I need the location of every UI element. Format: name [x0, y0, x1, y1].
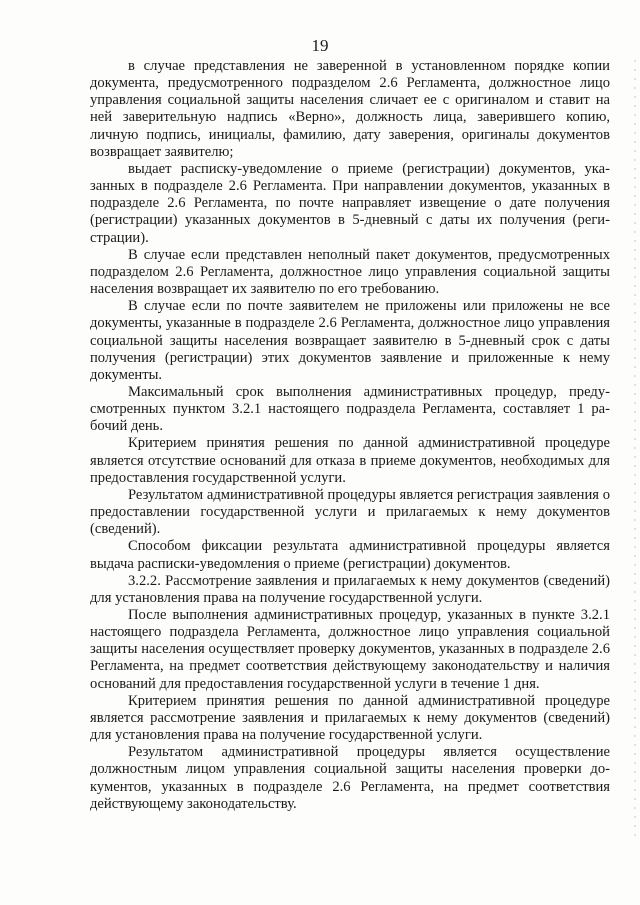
paragraph-maximum-term: Максимальный срок выполнения административных процедур, предусмотренных пунктом 3.2.1 настоящего подраздела Регламента, составляет 1 рабочий день. [90, 383, 610, 435]
paragraph-section-3-2-2-heading: 3.2.2. Рассмотрение заявления и прилагаемых к нему документов (сведений) для установления права на получение государственной услуги. [90, 572, 610, 606]
paragraph-incomplete-package: В случае если представлен неполный пакет документов, предусмотренных подразделом 2.6 Регламента, должностное лицо управления социальной защиты населения возвращает их заявителю по его требованию. [90, 246, 610, 298]
scan-edge-artifact [634, 60, 636, 840]
document-body [90, 58, 610, 813]
paragraph-procedure-result-2: Результатом административной процедуры является осуществление должностным лицом управления социальной защиты населения проверки документов, указанных в подразделе 2.6 Регламента, на предмет соответствия действующему законодательству. [90, 744, 610, 812]
paragraph-copy-certification: в случае представления не заверенной в установленном порядке копии документа, предусмотренного подразделом 2.6 Регламента, должностное лицо управления социальной защиты населения сличает ее с оригиналом и ставит на ней заверительную надпись «Верно», должность лица, заверившего копию, личную подпись, инициалы, фамилию, дату заверения, оригиналы документов возвращает заявителю; [90, 58, 610, 160]
paragraph-decision-criterion-2: Критерием принятия решения по данной административной процедуре является рассмотрение заявления и прилагаемых к нему документов (сведений) для установления права на получение государственной услуги. [90, 692, 610, 744]
page-number: 19 [311, 36, 329, 55]
paragraph-document-verification: После выполнения административных процедур, указанных в пункте 3.2.1 настоящего подраздела Регламента, должностное лицо управления социальной защиты населения осуществляет проверку документов, указанных в подразделе 2.6 Регламента, на предмет соответствия действующему законодательству и наличия оснований для предоставления государственной услуги в течение 1 дня. [90, 607, 610, 692]
paragraph-decision-criterion: Критерием принятия решения по данной административной процедуре является отсутствие оснований для отказа в приеме документов, необходимых для предоставления государственной услуги. [90, 435, 610, 486]
paragraph-fixation-method: Способом фиксации результата административной процедуры является выдача расписки-уведомления о приеме (регистрации) документов. [90, 538, 610, 572]
paragraph-postal-missing-documents: В случае если по почте заявителем не приложены или приложены не все документы, указанные в подразделе 2.6 Регламента, должностное лицо управления социальной защиты населения возвращает заявителю в 5-дневный срок с даты получения (регистрации) этих документов заявление и приложенные к нему документы. [90, 298, 610, 383]
paragraph-procedure-result: Результатом административной процедуры является регистрация заявления о предоставлении государственной услуги и прилагаемых к нему документов (сведений). [90, 486, 610, 538]
paragraph-receipt-notification: выдает расписку-уведомление о приеме (регистрации) документов, указанных в подразделе 2.6 Регламента. При направлении документов, указанных в подразделе 2.6 Регламента, по почте направляет извещение о дате получения (регистрации) указанных документов в 5-дневный с даты их получения (регистрации). [90, 160, 610, 246]
